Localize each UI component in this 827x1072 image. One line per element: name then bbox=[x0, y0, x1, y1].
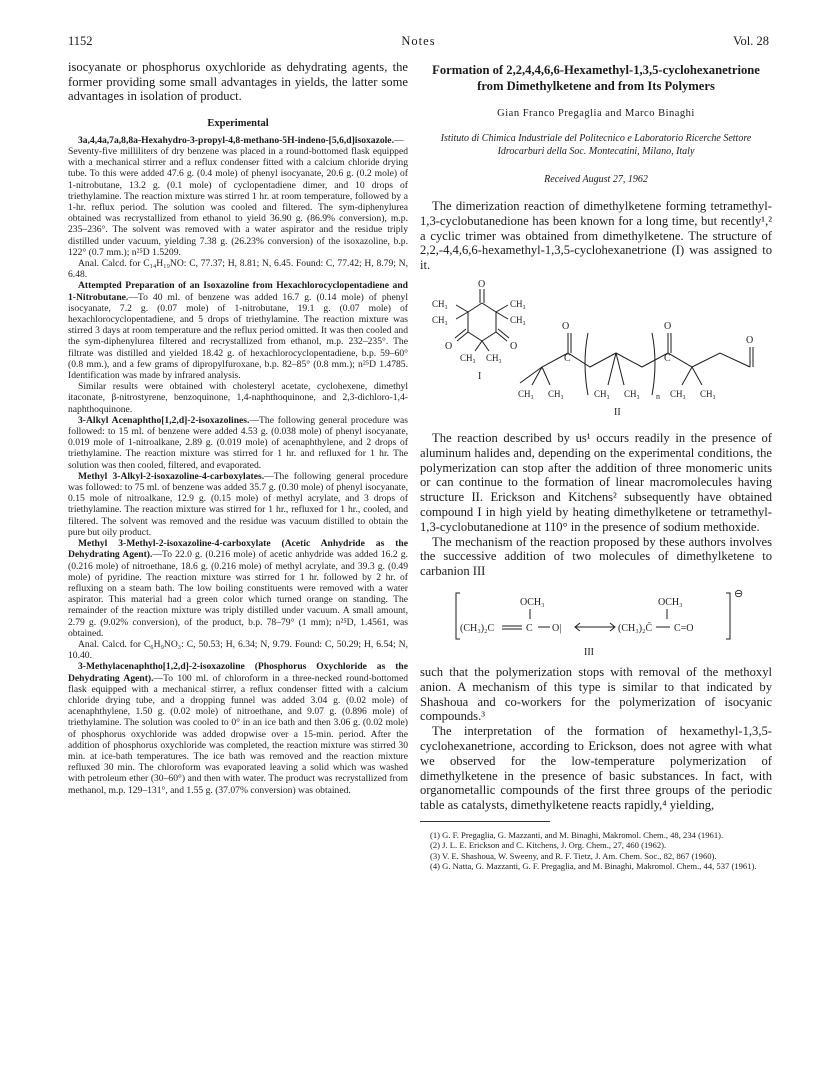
structure-iii-carbon: C bbox=[526, 622, 533, 634]
structure-i bbox=[455, 289, 509, 351]
structure-iii-charge: ⊖ bbox=[734, 587, 744, 600]
procedure-3-text: —The following general procedure was followed: to 15 ml. of benzene were added 4.53 g. (0.038 mole) of phenyl isocyanate, 0.019 mole of 1-nitroalkane, 2.89 g. (0.019 mole) of acenaphthylene, and 2 drops of triethylamine. The reaction mixture was stirred for 1 hr. and refluxed for 1 hr. The solution was then cooled, filtered, and evaporated. bbox=[68, 414, 409, 471]
structure-i-methyl-3: CH₃ bbox=[510, 298, 526, 309]
structure-i-methyl-2: CH₃ bbox=[432, 314, 448, 325]
procedure-4 bbox=[68, 471, 408, 538]
procedure-5-text: —To 22.0 g. (0.216 mole) of acetic anhydride was added 16.2 g. (0.216 mole) of nitroethane, 18.6 g. (0.216 mole) of methyl acrylate, and 39.3 g. (0.49 mole) of pyridine. The reaction mixture was stirred for 1 hr. followed by 2 hr. of refluxing on a steam bath. The low boiling constituents were removed with a water aspirator. This material had a green color which turned orange on standing. The remainder of the reaction mixture was triply distilled under vacuum. A small amount, 2.79 g. (9.02% conversion), of the product, b.p. 78–79° (1 mm); n²⁵D, 1.4561, was obtained. bbox=[68, 549, 408, 639]
procedure-6-text: —To 100 ml. of chloroform in a three-necked round-bottomed flask equipped with a mechanical stirrer, a reflux condenser fitted with a calcium chloride drying tube, and a dropping funnel was added 3.04 g. (0.02 mole) of acenaphthylene, 1.50 g. (0.02 mole) of nitroethane, and 9.07 g. (0.896 mole) of triethylamine. The solution was cooled to 0° in an ice bath and then 3.06 g. (0.02 mole) of phosphorus oxychloride was added dropwise over a 15-min. period. After the addition of phosphorus oxychloride was completed, the reaction mixture was stirred 30 min. at ice-bath temperatures. The ice bath was removed and the reaction mixture refluxed 30 min. The chloroform was evaporated leaving a solid which was washed with petroleum ether (30–60°) and then with water. The product was recrystallized from methanol, m.p. 129–131°, and 1.55 g. (37.07% conversion) was obtained. bbox=[68, 672, 409, 796]
structure-ii-methyl-6: CH₃ bbox=[700, 388, 716, 399]
structure-ii-methyl-3: CH₃ bbox=[594, 388, 610, 399]
procedure-3 bbox=[68, 415, 408, 471]
procedure-4-title: Methyl 3-Alkyl-2-isoxazoline-4-carboxylates. bbox=[78, 470, 265, 482]
procedure-2-title: Attempted Preparation of an Isoxazoline from Hexachlorocyclopentadiene and 1-Nitrobutane. bbox=[68, 280, 408, 303]
structure-ii-oxygen-3: O bbox=[746, 334, 754, 346]
procedure-1-title: 3a,4,4a,7a,8,8a-Hexahydro-3-propyl-4,8-methano-5H-indeno-[5,6,d]isoxazole. bbox=[78, 134, 394, 146]
procedure-5 bbox=[68, 538, 408, 639]
structure-iii bbox=[420, 585, 772, 661]
structure-ii-oxygen-1: O bbox=[562, 320, 570, 332]
structure-i-oxygen-left: O bbox=[445, 340, 453, 352]
procedure-3-title: 3-Alkyl Acenaphtho[1,2,d]-2-isoxazolines. bbox=[78, 414, 250, 426]
right-column bbox=[420, 60, 772, 872]
structure-ii-label: II bbox=[614, 406, 621, 418]
paragraph-2: The reaction described by us¹ occurs readily in the presence of aluminum halides and, depending on the experimental conditions, the polymerization can stop after the addition of three monomeric units or can continue to the formation of linear macromolecules having structure II. Erickson and Kitchens² subsequently have obtained compound I in high yield by heating dimethylketene or tetramethyl-1,3-cyclobutanedione at 110° in the presence of sodium methoxide. bbox=[420, 430, 772, 534]
structure-iii-carbanion: (CH₃)₂C̄ bbox=[618, 622, 653, 634]
structure-ii bbox=[520, 333, 753, 395]
structure-i-methyl-4: CH₃ bbox=[510, 314, 526, 325]
structure-ii-carbon-2: C bbox=[664, 352, 671, 364]
experimental-heading: Experimental bbox=[207, 117, 269, 129]
reference-2: (2) J. L. E. Erickson and C. Kitchens, J. Org. Chem., 27, 460 (1962). bbox=[430, 840, 667, 851]
reference-1: (1) G. F. Pregaglia, G. Mazzanti, and M. Binaghi, Makromol. Chem., 48, 234 (1961). bbox=[430, 829, 724, 840]
procedure-6 bbox=[68, 661, 408, 795]
volume-number: Vol. 28 bbox=[733, 34, 769, 48]
structure-ii-methyl-2: CH₃ bbox=[548, 388, 564, 399]
structure-ii-methyl-4: CH₃ bbox=[624, 388, 640, 399]
structure-ii-methyl-1: CH₃ bbox=[518, 388, 534, 399]
procedure-1-text: —Seventy-five milliliters of dry benzene was placed in a round-bottomed flask equipped with a mechanical stirrer and a reflux condenser fitted with a calcium chloride drying tube. To this were added 47.6 g. (0.4 mole) of phenyl isocyanate, 20.6 g. (0.2 mole) of 1-nitrobutane, 13.2 g. (0.1 mole) of cyclopentadiene dimer, and 10 drops of triethylamine. The reaction mixture was stirred 1 hr. at room temperature, followed by a 1-hr. reflux period. The solution was cooled and filtered. The sym-diphenylurea obtained was recrystallized from ethanol to yield 36.90 g. (86.9% conversion), m.p. 235–236°. The solvent was removed with a water aspirator and the residue triply distilled under vacuum, yielding 7.38 g. (26.23% conversion) of the isoxazoline, b.p. 122° (0.7 mm.); n²⁵D 1.5209. bbox=[68, 134, 408, 258]
analysis-5: Anal. Calcd. for C₆H₉NO₃: C, 50.53; H, 6.34; N, 9.79. Found: C, 50.29; H, 6.54; N, 10.40. bbox=[68, 638, 408, 662]
references bbox=[420, 830, 772, 872]
procedure-2 bbox=[68, 280, 408, 381]
similar-results: Similar results were obtained with cholesteryl acetate, cyclohexene, dimethyl itaconate, β-nitrostyrene, benzoquinone, 1,4-naphthoquinone, and 2,3-dichloro-1,4-naphthoquinone. bbox=[68, 381, 408, 415]
received-date: Received August 27, 1962 bbox=[544, 174, 648, 185]
structure-i-methyl-6: CH₃ bbox=[486, 352, 502, 363]
structure-i-oxygen-right: O bbox=[510, 340, 518, 352]
structure-iii-methoxy-2: OCH₃ bbox=[658, 596, 683, 608]
procedure-5-title: Methyl 3-Methyl-2-isoxazoline-4-carboxylate (Acetic Anhydride as the Dehydrating Agent). bbox=[68, 538, 408, 561]
paragraph-5: The interpretation of the formation of hexamethyl-1,3,5-cyclohexanetrione, according to Erickson, does not agree with what we observed for the low-temperature polymerization of dimethylketene in the presence of basic substances. In fact, with organometallic compounds of the first three groups of the periodic table as catalysts, dimethylketene reacts rapidly,⁴ yielding, bbox=[420, 724, 772, 813]
structure-ii-repeat-n: n bbox=[656, 391, 660, 401]
structure-iii-carbonyl: C=O bbox=[674, 622, 694, 634]
reference-3: (3) V. E. Shashoua, W. Sweeny, and R. F. Tietz, J. Am. Chem. Soc., 82, 867 (1960). bbox=[430, 850, 717, 861]
structure-ii-carbon-1: C bbox=[564, 352, 571, 364]
structure-i-label: I bbox=[478, 370, 482, 382]
procedure-6-title: 3-Methylacenaphtho[1,2,d]-2-isoxazoline (Phosphorus Oxychloride as the Dehydrating Agent). bbox=[68, 661, 408, 684]
left-column bbox=[68, 60, 408, 796]
footnote-rule bbox=[420, 821, 550, 822]
paragraph-1: The dimerization reaction of dimethylketene forming tetramethyl-1,3-cyclobutanedione has been known for a long time, but recently¹,² a cyclic trimer was obtained from dimethylketene. The structure of 2,2,-4,4,6,6-hexamethyl-1,3,5-cyclohexanetrione (I) was assigned to it. bbox=[420, 199, 772, 273]
structure-i-methyl-1: CH₃ bbox=[432, 298, 448, 309]
page-header bbox=[68, 34, 769, 52]
structure-iii-methoxy-1: OCH₃ bbox=[520, 596, 545, 608]
structures-i-ii bbox=[420, 277, 772, 425]
procedure-2-text: —To 40 ml. of benzene was added 16.7 g. (0.14 mole) of phenyl isocyanate, 7.2 g. (0.07 mole) of 1-nitrobutane, 19.1 g. (0.07 mole) of hexachlorocyclopentadiene, and 5 drops of triethylamine. The reaction mixture was stirred 3 days at room temperature and the reflux period omitted. It was then cooled and the sym-diphenylurea filtered and recrystallized from ethanol, m.p. 232–235°. The filtrate was distilled and yielded 18.42 g. of hexachlorocyclopentadiene, b.p. 59–60° (0.8 mm.), and a few grams of dipropylfuroxane, b.p. 82–85° (0.8 mm.); n²⁵D 1.4785. Identification was made by infrared analysis. bbox=[68, 291, 408, 382]
page-number: 1152 bbox=[68, 34, 93, 48]
structure-i-oxygen-top: O bbox=[478, 278, 486, 290]
analysis-1: Anal. Calcd. for C₁₄H₁₉NO: C, 77.37; H, 8.81; N, 6.45. Found: C, 77.42; H, 8.79; N, 6.48. bbox=[68, 258, 408, 281]
paragraph-4: such that the polymerization stops with removal of the methoxyl anion. A mechanism of this type is similar to that indicated by Shashoua and co-workers for the polymerization of isocyanic compounds.³ bbox=[420, 664, 772, 724]
section-name: Notes bbox=[401, 34, 436, 48]
structure-ii-methyl-5: CH₃ bbox=[670, 388, 686, 399]
procedure-4-text: —The following general procedure was followed: to 75 ml. of benzene was added 35.7 g. (0.30 mole) of phenyl isocyanate, 0.15 mole of nitroalkane, 12.9 g. (0.15 mole) of methyl acrylate, and 3 drops of triethylamine. The reaction mixture was stirred for 1 hr., refluxed for 1 hr., cooled, and filtered. The solvent was removed and the residue was vacuum distilled to obtain the pure but oily product. bbox=[68, 470, 408, 538]
structure-iii-oxyanion: O| bbox=[552, 622, 562, 634]
structure-ii-oxygen-2: O bbox=[664, 320, 672, 332]
article-affiliation: Istituto di Chimica Industriale del Politecnico e Laboratorio Ricerche Settore Idrocarburi della Soc. Montecatini, Milano, Italy bbox=[440, 133, 752, 157]
procedure-1 bbox=[68, 135, 408, 258]
paragraph-3: The mechanism of the reaction proposed by these authors involves the successive addition of two molecules of dimethylketene to carbanion III bbox=[420, 534, 772, 579]
structure-iii-left-group: (CH₃)₂C bbox=[460, 622, 495, 634]
reference-4: (4) G. Natta, G. Mazzanti, G. F. Pregaglia, and M. Binaghi, Makromol. Chem., 44, 537 (1961). bbox=[430, 861, 757, 872]
structure-iii-label: III bbox=[584, 646, 594, 658]
article-authors: Gian Franco Pregaglia and Marco Binaghi bbox=[497, 108, 695, 119]
article-title: Formation of 2,2,4,4,6,6-Hexamethyl-1,3,5-cyclohexanetrione from Dimethylketene and from Its Polymers bbox=[432, 63, 760, 93]
lead-paragraph: isocyanate or phosphorus oxychloride as dehydrating agents, the former providing some small advantages in yields, the latter some advantages in isolation of product. bbox=[68, 60, 408, 104]
structure-i-methyl-5: CH₃ bbox=[460, 352, 476, 363]
